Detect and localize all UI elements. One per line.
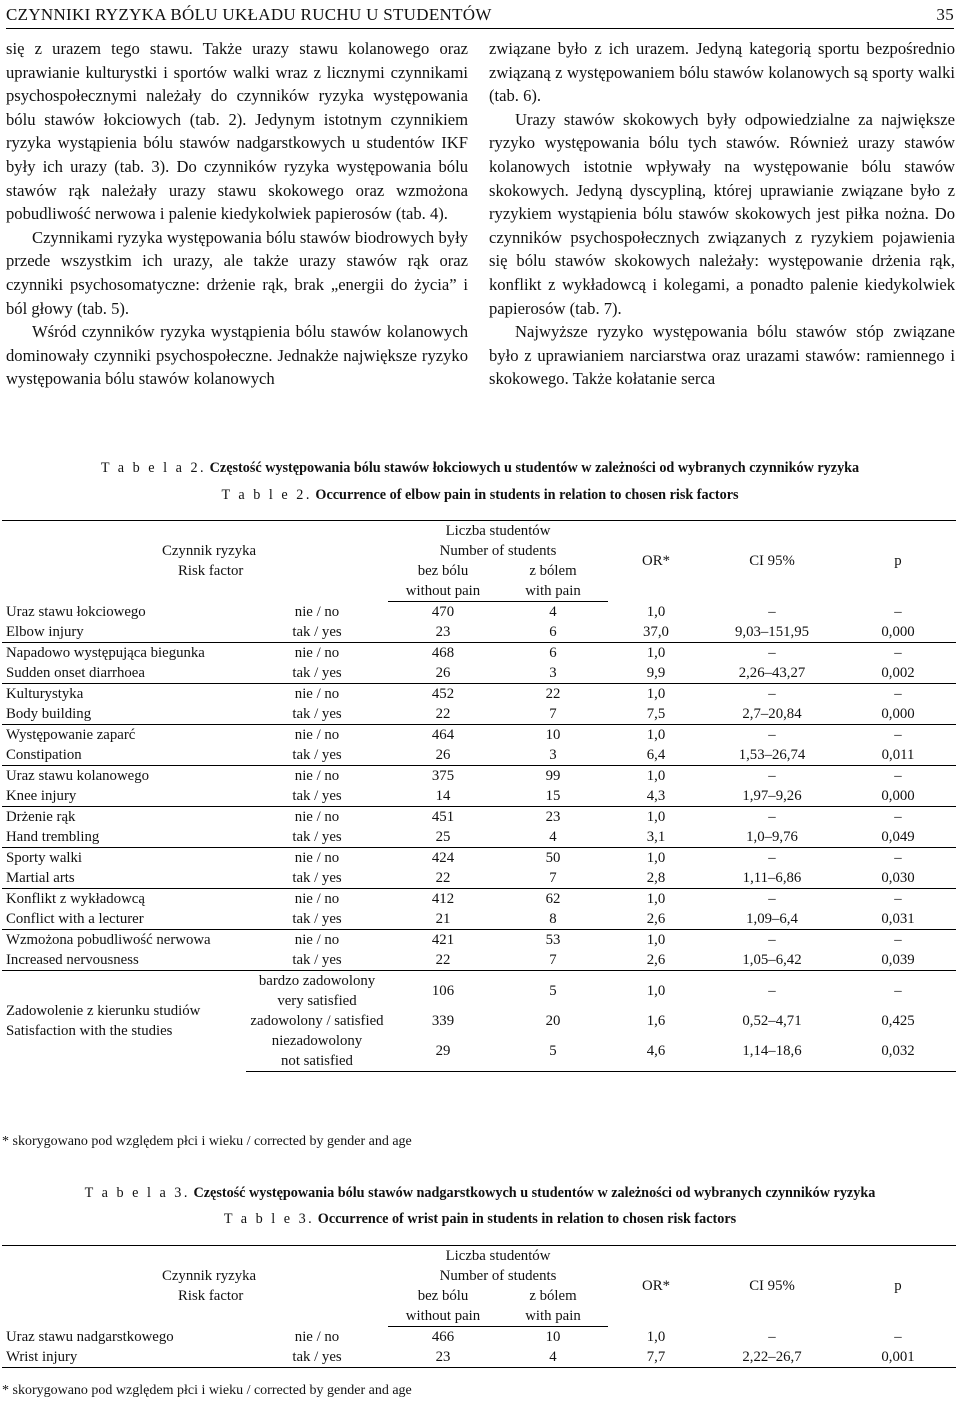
odds-ratio: 1,0 — [646, 809, 666, 825]
confidence-interval: – — [768, 768, 776, 784]
category-cell: tak / yes — [246, 704, 388, 725]
factor-label: Sudden onset diarrhoea — [2, 663, 246, 684]
confidence-interval: – — [768, 603, 776, 620]
category-cell: tak / yes — [246, 663, 388, 684]
category-pl: zadowolony / satisfied — [250, 1013, 384, 1029]
category-en: very satisfied — [277, 993, 357, 1009]
factor-label: Uraz stawu nadgarstkowego — [6, 1328, 174, 1345]
table-row — [2, 1347, 956, 1368]
pain-count: 3 — [498, 745, 608, 766]
running-header — [6, 2, 954, 29]
pain-count: 4 — [498, 827, 608, 848]
factor-label: Wrist injury — [2, 1347, 246, 1368]
no-pain-count: 29 — [388, 1031, 498, 1072]
p-value: 0,031 — [840, 909, 956, 930]
category-cell — [246, 1011, 388, 1031]
nopain-header-en: without pain — [405, 583, 481, 599]
paragraph: Urazy stawów skokowych były odpowiedzialne za największe ryzyko występowania bólu tych stawów. Również urazy stawów kolanowych istotnie wpływały na występowanie bólu stawów skokowych. Jedyną dyscypliną, której uprawianie związane było z ryzykiem wystąpienia bólu stawów skokowych jest piłka nożna. Do czynników psychospołecznych związanych z ryzykiem pojawienia się bólu stawów skokowych należały: występowanie drżenia rąk, konflikt z wykładowcą i kolegami, a ponadto palenie kiedykolwiek papierosów (tab. 7). — [489, 109, 955, 318]
confidence-interval: – — [768, 1328, 776, 1345]
confidence-interval: 1,53–26,74 — [704, 745, 840, 766]
pain-header — [498, 561, 608, 602]
category-cell: nie / no — [294, 932, 340, 948]
factor-header-en: Risk factor — [178, 563, 244, 580]
odds-ratio: 2,6 — [608, 909, 704, 930]
no-pain-count: 451 — [431, 809, 455, 825]
category-cell: tak / yes — [246, 1347, 388, 1368]
category-cell: nie / no — [294, 645, 340, 661]
no-pain-count: 14 — [388, 786, 498, 807]
category-cell: tak / yes — [246, 622, 388, 643]
pain-count: 15 — [498, 786, 608, 807]
pain-count: 99 — [545, 768, 561, 784]
category-cell: nie / no — [294, 891, 340, 907]
odds-ratio: 7,7 — [608, 1347, 704, 1368]
odds-ratio: 6,4 — [608, 745, 704, 766]
no-pain-count: 424 — [431, 850, 455, 866]
category-en: not satisfied — [281, 1053, 353, 1069]
factor-label: Conflict with a lecturer — [2, 909, 246, 930]
paragraph: się z urazem tego stawu. Także urazy stawu kolanowego oraz uprawianie kulturystki i sportów walki wraz z licznymi czynnikami psychospołecznymi należały do czynników ryzyka występowania bólu stawów łokciowych (tab. 2). Jedynym istotnym czynnikiem ryzyka wystąpienia bólu stawów nadgarstkowych u studentów IKF były ich urazy (tab. 3). Do czynników ryzyka występowania bólu stawów rąk należały urazy stawu skokowego oraz wzmożona pobudliwość nerwowa i palenie kiedykolwiek papierosów (tab. 4). — [6, 39, 468, 224]
odds-ratio: 1,6 — [646, 1013, 666, 1029]
odds-ratio: 1,0 — [646, 686, 666, 702]
pain-count: 53 — [545, 932, 561, 948]
factor-header — [2, 1246, 388, 1327]
pain-count: 10 — [545, 1329, 561, 1345]
pain-header-en: with pain — [525, 583, 581, 599]
factor-label: Drżenie rąk — [6, 809, 76, 825]
table3-label-en: T a b l e 3. — [223, 1211, 315, 1227]
confidence-interval: – — [768, 932, 776, 948]
factor-label: Występowanie zaparć — [6, 727, 136, 743]
count-header-pl: Liczba studentów — [445, 523, 551, 539]
category-pl: bardzo zadowolony — [258, 973, 376, 989]
pain-count: 3 — [498, 663, 608, 684]
table-row — [2, 622, 956, 643]
factor-label: Body building — [2, 704, 246, 725]
table2-title-pl: Częstość występowania bólu stawów łokciowych u studentów w zależności od wybranych czynników ryzyka — [209, 460, 860, 476]
p-value: – — [894, 809, 902, 825]
odds-ratio: 7,5 — [608, 704, 704, 725]
table2-label-pl: T a b e l a 2. — [100, 460, 207, 476]
p-value: – — [894, 850, 902, 866]
ci-header: CI 95% — [749, 1278, 795, 1295]
paragraph: Najwyższe ryzyko występowania bólu stawów stóp związane było z uprawianiem narciarstwa oraz urazami stawów: ramiennego i skokowego. Także kołatanie serca — [489, 322, 955, 389]
confidence-interval: 9,03–151,95 — [704, 622, 840, 643]
category-cell: nie / no — [294, 686, 340, 702]
nopain-header — [388, 561, 498, 602]
category-cell: nie / no — [294, 603, 340, 620]
factor-label: Martial arts — [2, 868, 246, 889]
table-row — [2, 745, 956, 766]
odds-ratio: 1,0 — [646, 983, 666, 999]
category-cell: tak / yes — [246, 909, 388, 930]
factor-label: Elbow injury — [2, 622, 246, 643]
category-cell: nie / no — [294, 850, 340, 866]
page-number: 35 — [936, 5, 954, 24]
no-pain-count: 23 — [388, 622, 498, 643]
factor-label: Sporty walki — [6, 850, 83, 866]
factor-label-pl: Zadowolenie z kierunku studiów — [6, 1003, 201, 1020]
p-value: – — [894, 603, 902, 620]
table-row — [2, 766, 956, 787]
no-pain-count: 22 — [388, 704, 498, 725]
pain-count: 50 — [545, 850, 561, 866]
paragraph: Czynnikami ryzyka występowania bólu stawów biodrowych były przede wszystkim ich urazy, ale także urazy stawów rąk oraz czynniki psychosomatyczne: drżenie rąk, brak „energii do życia” i ból głowy (tab. 5). — [6, 227, 468, 318]
confidence-interval: 2,26–43,27 — [704, 663, 840, 684]
table-row — [2, 725, 956, 746]
table2-caption-en — [0, 487, 960, 504]
paragraph: związane było z ich urazem. Jedyną kategorią sportu bezpośrednio związaną z występowaniem bólu stawów kolanowych są sporty walki (tab. 6). — [489, 39, 955, 106]
odds-ratio: 9,9 — [608, 663, 704, 684]
confidence-interval: – — [768, 983, 776, 999]
table-row — [2, 663, 956, 684]
no-pain-count: 466 — [431, 1329, 455, 1345]
pain-count: 23 — [545, 809, 561, 825]
confidence-interval: – — [768, 686, 776, 702]
p-value: 0,011 — [840, 745, 956, 766]
pain-count: 5 — [549, 983, 557, 999]
factor-label: Wzmożona pobudliwość nerwowa — [6, 932, 211, 948]
factor-label: Hand trembling — [2, 827, 246, 848]
category-cell: tak / yes — [246, 745, 388, 766]
no-pain-count: 464 — [431, 727, 455, 743]
confidence-interval: 1,05–6,42 — [704, 950, 840, 971]
count-header-en: Number of students — [439, 543, 557, 559]
table-row — [2, 868, 956, 889]
table-row — [2, 950, 956, 971]
category-cell: tak / yes — [246, 827, 388, 848]
no-pain-count: 470 — [431, 604, 455, 620]
p-header: p — [894, 553, 902, 570]
odds-ratio: 2,8 — [608, 868, 704, 889]
ci-header: CI 95% — [749, 553, 795, 570]
pain-header-pl: z bólem — [529, 1288, 577, 1304]
no-pain-count: 25 — [388, 827, 498, 848]
table3-title-en: Occurrence of wrist pain in students in relation to chosen risk factors — [317, 1211, 737, 1227]
count-header — [388, 521, 608, 542]
table2 — [2, 520, 956, 1072]
pain-count: 7 — [498, 868, 608, 889]
factor-label: Napadowo występująca biegunka — [6, 645, 205, 661]
or-header: OR* — [642, 553, 670, 570]
factor-header-pl: Czynnik ryzyka — [162, 1268, 257, 1285]
confidence-interval: 2,22–26,7 — [704, 1347, 840, 1368]
factor-label: Kulturystyka — [6, 686, 84, 702]
odds-ratio: 37,0 — [608, 622, 704, 643]
pain-count: 4 — [498, 1347, 608, 1368]
table3-caption-en — [0, 1211, 960, 1228]
category-cell: nie / no — [294, 1328, 340, 1345]
pain-count: 7 — [498, 704, 608, 725]
pain-count: 10 — [545, 727, 561, 743]
p-value: 0,000 — [840, 786, 956, 807]
no-pain-count: 26 — [388, 745, 498, 766]
pain-count: 6 — [549, 645, 557, 661]
odds-ratio: 1,0 — [646, 932, 666, 948]
pain-count: 22 — [545, 686, 561, 702]
factor-header-en: Risk factor — [178, 1288, 244, 1305]
factor-label — [2, 971, 246, 1072]
table-row — [2, 827, 956, 848]
factor-label: Increased nervousness — [2, 950, 246, 971]
odds-ratio: 3,1 — [608, 827, 704, 848]
category-cell — [246, 971, 388, 1012]
no-pain-count: 468 — [431, 645, 455, 661]
factor-header — [2, 521, 388, 602]
confidence-interval: – — [768, 809, 776, 825]
category-cell: nie / no — [294, 809, 340, 825]
table2-footnote: * skorygowano pod względem płci i wieku / corrected by gender and age — [2, 1134, 412, 1149]
pain-count: 8 — [498, 909, 608, 930]
confidence-interval: 1,09–6,4 — [704, 909, 840, 930]
count-header — [388, 1246, 608, 1267]
body-column-right — [489, 37, 955, 391]
odds-ratio: 1,0 — [646, 727, 666, 743]
no-pain-count: 21 — [388, 909, 498, 930]
no-pain-count: 26 — [388, 663, 498, 684]
factor-label-en: Satisfaction with the studies — [6, 1023, 173, 1040]
p-value: 0,032 — [840, 1031, 956, 1072]
table-row — [2, 971, 956, 1012]
table-row — [2, 909, 956, 930]
table-row — [2, 930, 956, 951]
pain-count: 6 — [498, 622, 608, 643]
pain-count: 62 — [545, 891, 561, 907]
table2-label-en: T a b l e 2. — [221, 487, 312, 503]
no-pain-count: 412 — [431, 891, 455, 907]
category-cell: tak / yes — [246, 786, 388, 807]
confidence-interval: – — [768, 891, 776, 907]
table2-caption-pl — [0, 460, 960, 477]
category-cell — [246, 1031, 388, 1072]
p-value: – — [894, 891, 902, 907]
p-value: – — [894, 727, 902, 743]
p-value: – — [894, 983, 902, 999]
no-pain-count: 22 — [388, 950, 498, 971]
category-cell: nie / no — [294, 727, 340, 743]
confidence-interval: 1,97–9,26 — [704, 786, 840, 807]
odds-ratio: 4,6 — [608, 1031, 704, 1072]
count-header-pl: Liczba studentów — [445, 1248, 551, 1264]
table-row — [2, 848, 956, 869]
confidence-interval: 2,7–20,84 — [704, 704, 840, 725]
no-pain-count: 452 — [431, 686, 455, 702]
odds-ratio: 1,0 — [646, 1328, 666, 1345]
p-value: 0,030 — [840, 868, 956, 889]
p-value: – — [894, 645, 902, 661]
p-value: 0,000 — [840, 704, 956, 725]
odds-ratio: 1,0 — [646, 768, 666, 784]
table-row — [2, 704, 956, 725]
confidence-interval: 1,11–6,86 — [704, 868, 840, 889]
no-pain-count: 106 — [431, 983, 455, 999]
table-row — [2, 684, 956, 705]
table-row — [2, 807, 956, 828]
table3 — [2, 1245, 956, 1368]
confidence-interval: – — [768, 727, 776, 743]
p-value: 0,002 — [840, 663, 956, 684]
confidence-interval: – — [768, 850, 776, 866]
factor-header-pl: Czynnik ryzyka — [162, 543, 257, 560]
pain-header — [498, 1286, 608, 1327]
body-column-left — [6, 37, 468, 391]
confidence-interval: 0,52–4,71 — [742, 1013, 802, 1029]
nopain-header-pl: bez bólu — [417, 563, 469, 579]
category-cell: tak / yes — [246, 868, 388, 889]
p-header: p — [894, 1278, 902, 1295]
p-value: 0,049 — [840, 827, 956, 848]
p-value: 0,039 — [840, 950, 956, 971]
category-cell: nie / no — [294, 768, 340, 784]
no-pain-count: 23 — [388, 1347, 498, 1368]
count-header-en: Number of students — [439, 1268, 557, 1284]
pain-count: 4 — [549, 604, 557, 620]
table3-label-pl: T a b e l a 3. — [84, 1185, 190, 1201]
category-pl: niezadowolony — [271, 1033, 363, 1049]
odds-ratio: 1,0 — [646, 850, 666, 866]
running-title: CZYNNIKI RYZYKA BÓLU UKŁADU RUCHU U STUDENTÓW — [6, 5, 492, 24]
p-value: – — [894, 768, 902, 784]
no-pain-count: 421 — [431, 932, 455, 948]
no-pain-count: 339 — [431, 1013, 455, 1029]
no-pain-count: 375 — [431, 768, 455, 784]
pain-count: 5 — [498, 1031, 608, 1072]
p-value: – — [894, 932, 902, 948]
table-row — [2, 786, 956, 807]
p-value: 0,001 — [840, 1347, 956, 1368]
odds-ratio: 1,0 — [646, 645, 666, 661]
paragraph: Wśród czynników ryzyka wystąpienia bólu stawów kolanowych dominowały czynniki psychospołeczne. Jednakże największe ryzyko występowania bólu stawów kolanowych — [6, 322, 468, 389]
nopain-header-en: without pain — [405, 1308, 481, 1324]
confidence-interval: 1,14–18,6 — [704, 1031, 840, 1072]
table3-caption-pl — [0, 1185, 960, 1202]
odds-ratio: 1,0 — [646, 891, 666, 907]
pain-header-pl: z bólem — [529, 563, 577, 579]
p-value: 0,425 — [881, 1013, 915, 1029]
table3-title-pl: Częstość występowania bólu stawów nadgarstkowych u studentów w zależności od wybranych czynników ryzyka — [193, 1185, 876, 1201]
factor-label: Constipation — [2, 745, 246, 766]
table-row — [2, 1327, 956, 1348]
pain-count: 20 — [545, 1013, 561, 1029]
or-header: OR* — [642, 1278, 670, 1295]
odds-ratio: 2,6 — [608, 950, 704, 971]
factor-label: Uraz stawu kolanowego — [6, 768, 149, 784]
confidence-interval: 1,0–9,76 — [704, 827, 840, 848]
factor-label: Uraz stawu łokciowego — [6, 603, 146, 620]
table-row — [2, 889, 956, 910]
odds-ratio: 1,0 — [646, 603, 666, 620]
nopain-header — [388, 1286, 498, 1327]
table3-footnote: * skorygowano pod względem płci i wieku / corrected by gender and age — [2, 1383, 412, 1398]
nopain-header-pl: bez bólu — [417, 1288, 469, 1304]
pain-header-en: with pain — [525, 1308, 581, 1324]
factor-label: Knee injury — [2, 786, 246, 807]
confidence-interval: – — [768, 645, 776, 661]
odds-ratio: 4,3 — [608, 786, 704, 807]
factor-label: Konflikt z wykładowcą — [6, 891, 145, 907]
pain-count: 7 — [498, 950, 608, 971]
p-value: 0,000 — [840, 622, 956, 643]
category-cell: tak / yes — [246, 950, 388, 971]
p-value: – — [894, 1328, 902, 1345]
p-value: – — [894, 686, 902, 702]
table-row — [2, 643, 956, 664]
table2-title-en: Occurrence of elbow pain in students in relation to chosen risk factors — [315, 487, 739, 503]
table-row — [2, 602, 956, 623]
no-pain-count: 22 — [388, 868, 498, 889]
